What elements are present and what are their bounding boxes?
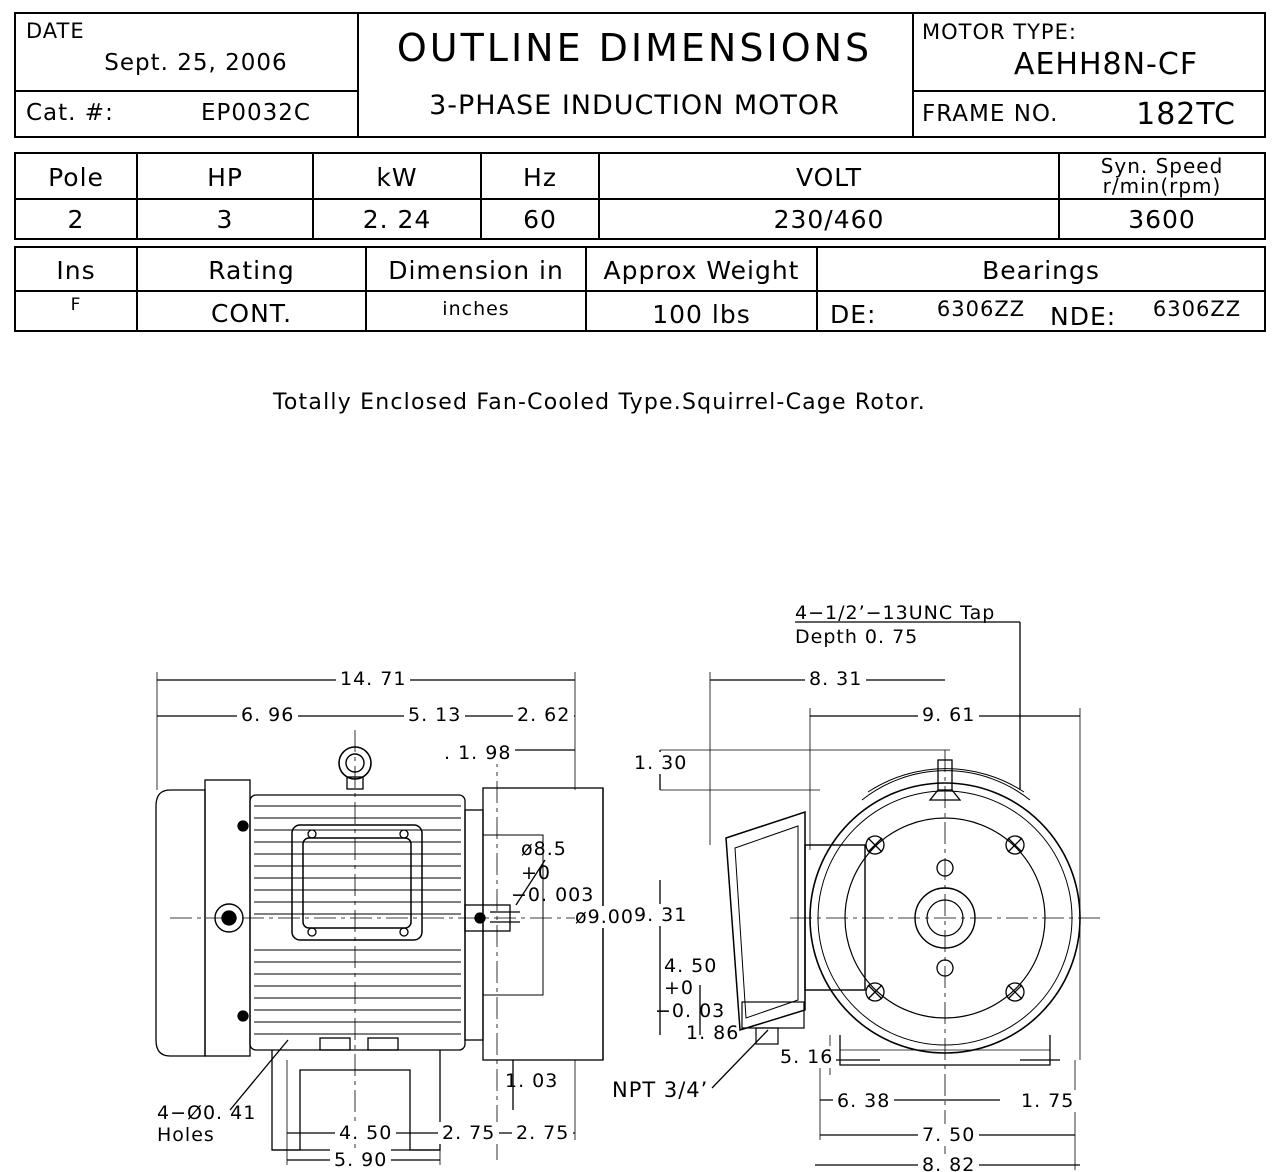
spec-value-hz: 60 xyxy=(523,204,557,234)
dim-5-13: 5. 13 xyxy=(404,704,465,726)
dim-1-30: 1. 30 xyxy=(634,752,688,774)
dim-2-62: 2. 62 xyxy=(513,704,574,726)
dim-4-50-tol-minus: −0. 03 xyxy=(655,1000,726,1022)
spec-header-hz: Hz xyxy=(523,162,557,192)
dim-4-50-end: 4. 50 xyxy=(664,955,718,977)
date-value: Sept. 25, 2006 xyxy=(104,50,288,76)
dim-1-86: 1. 86 xyxy=(686,1022,740,1044)
dim-1-98: . 1. 98 xyxy=(440,742,515,764)
dim-9-31: 9. 31 xyxy=(634,904,688,926)
spec-value-pole: 2 xyxy=(67,204,85,234)
motor-type-value: AEHH8N-CF xyxy=(1013,46,1199,82)
dim-base-height: 1. 03 xyxy=(505,1070,559,1092)
dim-6-38: 6. 38 xyxy=(833,1090,894,1112)
dim-1-75: 1. 75 xyxy=(1017,1090,1078,1112)
spec2-value-ins: F xyxy=(70,295,82,315)
bearing-de-label: DE: xyxy=(830,299,877,329)
spec2-header-dimension: Dimension in xyxy=(388,255,564,285)
motor-type-label: MOTOR TYPE: xyxy=(922,20,1077,44)
type-description: Totally Enclosed Fan-Cooled Type.Squirrel-Cage Rotor. xyxy=(273,390,926,415)
dim-flange-diameter: ø9.00 xyxy=(575,906,634,928)
dim-overall-length: 14. 71 xyxy=(336,668,410,690)
spec-header-kw: kW xyxy=(376,162,418,192)
dim-shaft-tol-minus: −0. 003 xyxy=(511,884,595,906)
catalog-value: EP0032C xyxy=(201,100,311,126)
spec-value-volt: 230/460 xyxy=(773,204,885,234)
spec-value-hp: 3 xyxy=(216,204,234,234)
spec-header-pole: Pole xyxy=(48,162,104,192)
dim-8-82: 8. 82 xyxy=(918,1154,979,1172)
dim-foot-2-75-a: 2. 75 xyxy=(438,1122,499,1144)
dim-foot-4-50: 4. 50 xyxy=(335,1122,396,1144)
bearing-nde-value: 6306ZZ xyxy=(1152,297,1242,321)
spec2-header-rating: Rating xyxy=(208,255,295,285)
dim-7-50: 7. 50 xyxy=(918,1124,979,1146)
spec-header-syn-speed-line2: r/min(rpm) xyxy=(1102,174,1222,198)
spec-header-volt: VOLT xyxy=(795,162,863,192)
npt-note: NPT 3/4’ xyxy=(612,1078,709,1102)
tap-note-line2: Depth 0. 75 xyxy=(795,626,919,648)
spec2-header-ins: Ins xyxy=(56,255,96,285)
tap-note-line1: 4−1/2’−13UNC Tap xyxy=(795,602,996,624)
dim-foot-2-75-b: 2. 75 xyxy=(512,1122,573,1144)
holes-note-line1: 4−Ø0. 41 xyxy=(157,1102,257,1124)
dim-5-16: 5. 16 xyxy=(777,1046,836,1068)
dim-4-50-tol-plus: +0 xyxy=(664,977,695,999)
spec-header-syn-speed-line1: Syn. Speed xyxy=(1100,154,1224,178)
date-label: DATE xyxy=(26,19,85,43)
catalog-label: Cat. #: xyxy=(26,100,114,126)
dim-shaft-diameter: ø8.5 xyxy=(521,838,567,860)
dim-6-96: 6. 96 xyxy=(237,704,298,726)
bearing-de-value: 6306ZZ xyxy=(936,297,1026,321)
spec2-value-rating: CONT. xyxy=(210,298,293,328)
dim-shaft-tol-plus: +0 xyxy=(521,862,552,884)
spec2-header-weight: Approx Weight xyxy=(603,255,800,285)
spec2-value-dimension: inches xyxy=(442,298,510,320)
spec2-header-bearings: Bearings xyxy=(982,255,1100,285)
drawing-title: OUTLINE DIMENSIONS xyxy=(396,26,873,70)
dim-foot-total: 5. 90 xyxy=(330,1149,391,1171)
dim-8-31: 8. 31 xyxy=(805,668,866,690)
dim-9-61: 9. 61 xyxy=(918,704,979,726)
spec-header-hp: HP xyxy=(207,162,243,192)
frame-value: 182TC xyxy=(1136,96,1236,132)
holes-note-line2: Holes xyxy=(157,1124,215,1146)
spec2-value-weight: 100 lbs xyxy=(652,299,751,329)
drawing-subtitle: 3-PHASE INDUCTION MOTOR xyxy=(429,89,840,121)
spec-value-syn-speed: 3600 xyxy=(1128,204,1196,234)
spec-value-kw: 2. 24 xyxy=(362,204,432,234)
frame-label: FRAME NO. xyxy=(922,101,1059,127)
bearing-nde-label: NDE: xyxy=(1050,301,1117,331)
